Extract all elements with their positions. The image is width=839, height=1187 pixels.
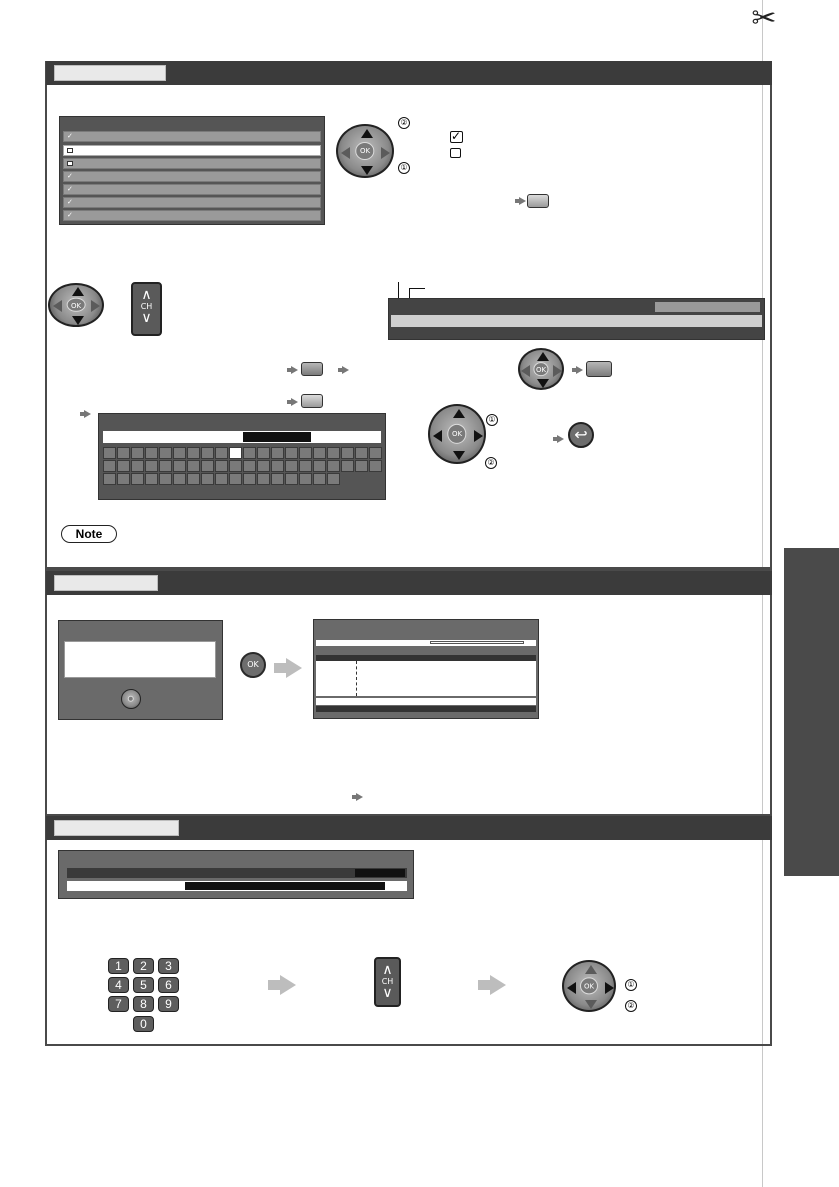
arrow-down-icon <box>585 1000 597 1009</box>
character-key[interactable] <box>257 447 270 459</box>
arrow-pointer-icon <box>557 435 564 443</box>
character-key[interactable] <box>327 447 340 459</box>
character-key[interactable] <box>327 473 340 485</box>
name-input-field[interactable] <box>103 431 381 443</box>
colour-button-icon <box>301 362 323 376</box>
colour-button-icon <box>586 361 612 377</box>
list-row[interactable] <box>63 210 321 221</box>
check-icon: ✓ <box>67 198 73 206</box>
step-one-marker: ① <box>625 979 637 991</box>
callout-line <box>398 282 399 298</box>
arrow-right-icon <box>553 365 562 377</box>
character-grid[interactable] <box>103 447 382 485</box>
character-key[interactable] <box>271 460 284 472</box>
step-one-marker: ① <box>486 414 498 426</box>
signal-bar <box>430 641 524 644</box>
character-key[interactable] <box>215 473 228 485</box>
number-key-9: 9 <box>158 996 179 1012</box>
character-key[interactable] <box>285 447 298 459</box>
arrow-pointer-icon <box>84 410 91 418</box>
list-row[interactable] <box>63 171 321 182</box>
side-thumb-tab <box>784 548 839 876</box>
character-input-screen <box>98 413 386 500</box>
signal-bar-row <box>316 640 536 646</box>
character-key[interactable] <box>117 460 130 472</box>
channel-banner-screen <box>388 298 765 340</box>
banner-bar <box>655 302 760 312</box>
number-key-1: 1 <box>108 958 129 974</box>
character-key[interactable] <box>369 447 382 459</box>
check-icon: ✓ <box>67 211 73 219</box>
arrow-down-icon <box>72 316 84 325</box>
chevron-down-icon: ∨ <box>141 310 152 326</box>
ok-icon: OK <box>67 298 86 312</box>
flow-arrow-icon <box>286 658 302 678</box>
table-status-row <box>316 706 536 712</box>
character-key[interactable] <box>229 447 242 459</box>
ch-label: CH <box>140 302 153 311</box>
arrow-up-icon <box>453 409 465 418</box>
character-key[interactable] <box>257 473 270 485</box>
cursor-pad-icon <box>562 960 616 1012</box>
banner-row <box>391 315 762 327</box>
chevron-down-icon: ∨ <box>382 985 393 1001</box>
character-key[interactable] <box>243 460 256 472</box>
section-header-tab <box>54 575 158 591</box>
arrow-up-icon <box>361 129 373 138</box>
character-key[interactable] <box>257 460 270 472</box>
menu-popup-screen <box>58 620 223 720</box>
character-key[interactable] <box>327 460 340 472</box>
step-one-marker: ① <box>398 162 410 174</box>
select-input-row[interactable] <box>67 881 407 891</box>
character-key[interactable] <box>215 460 228 472</box>
colour-button-icon <box>301 394 323 408</box>
number-key-5: 5 <box>133 977 154 993</box>
cursor-pad-icon <box>48 283 104 327</box>
character-key[interactable] <box>145 447 158 459</box>
number-key-8: 8 <box>133 996 154 1012</box>
popup-message-box <box>64 641 216 678</box>
note-badge: Note <box>61 525 117 543</box>
character-key[interactable] <box>173 473 186 485</box>
arrow-down-icon <box>453 451 465 460</box>
arrow-left-icon <box>341 147 350 159</box>
flow-arrow-icon <box>490 975 506 995</box>
chevron-up-icon: ∧ <box>382 962 393 978</box>
cursor-pad-icon <box>428 404 486 464</box>
step-two-marker: ② <box>485 457 497 469</box>
character-key[interactable] <box>145 473 158 485</box>
ch-label: CH <box>381 977 394 986</box>
character-key[interactable] <box>229 460 242 472</box>
scissors-icon: ✂ <box>751 1 777 36</box>
arrow-up-icon <box>72 287 84 296</box>
ok-icon: OK <box>533 362 548 376</box>
ok-icon: OK <box>355 142 374 160</box>
select-title-bar <box>67 868 407 878</box>
arrow-right-icon <box>474 430 483 442</box>
character-key[interactable] <box>341 460 354 472</box>
step-two-marker: ② <box>398 117 410 129</box>
arrow-pointer-icon <box>342 366 349 374</box>
arrow-left-icon <box>433 430 442 442</box>
character-key[interactable] <box>285 473 298 485</box>
character-key[interactable] <box>103 473 116 485</box>
character-key[interactable] <box>299 473 312 485</box>
character-key[interactable] <box>285 460 298 472</box>
character-key[interactable] <box>159 447 172 459</box>
check-icon: ✓ <box>451 129 462 143</box>
arrow-up-icon <box>537 352 549 361</box>
character-key[interactable] <box>103 460 116 472</box>
ok-icon <box>128 696 134 702</box>
arrow-down-icon <box>361 166 373 175</box>
arrow-left-icon <box>53 300 62 312</box>
character-key[interactable] <box>131 447 144 459</box>
list-row[interactable] <box>63 184 321 195</box>
signal-condition-screen <box>313 619 539 719</box>
flow-arrow-icon <box>280 975 296 995</box>
character-key[interactable] <box>271 473 284 485</box>
table-divider <box>356 661 357 696</box>
number-key-6: 6 <box>158 977 179 993</box>
arrow-down-icon <box>537 379 549 388</box>
character-key[interactable] <box>173 447 186 459</box>
character-key[interactable] <box>313 447 326 459</box>
character-key[interactable] <box>173 460 186 472</box>
select-value <box>355 869 405 877</box>
character-key[interactable] <box>201 460 214 472</box>
character-key[interactable] <box>159 460 172 472</box>
character-key[interactable] <box>229 473 242 485</box>
list-row[interactable] <box>63 131 321 142</box>
section-header-tab <box>54 65 166 81</box>
character-key[interactable] <box>117 447 130 459</box>
character-key[interactable] <box>159 473 172 485</box>
cursor-pad-small-icon <box>121 689 141 709</box>
channel-select-screen <box>58 850 414 899</box>
checkbox-empty-icon <box>450 148 461 158</box>
arrow-right-icon <box>91 300 100 312</box>
character-key[interactable] <box>131 460 144 472</box>
list-row[interactable] <box>63 197 321 208</box>
check-icon: ✓ <box>67 172 73 180</box>
chevron-up-icon: ∧ <box>141 287 152 303</box>
character-key[interactable] <box>201 447 214 459</box>
character-key[interactable] <box>299 460 312 472</box>
character-key[interactable] <box>243 473 256 485</box>
table-footer-row <box>316 698 536 705</box>
check-icon: ✓ <box>67 185 73 193</box>
number-key-3: 3 <box>158 958 179 974</box>
character-key[interactable] <box>187 473 200 485</box>
character-key[interactable] <box>313 460 326 472</box>
number-key-4: 4 <box>108 977 129 993</box>
ch-button-icon <box>374 957 401 1007</box>
arrow-pointer-icon <box>519 197 526 205</box>
character-key[interactable] <box>271 447 284 459</box>
arrow-pointer-icon <box>576 366 583 374</box>
character-key[interactable] <box>187 447 200 459</box>
arrow-pointer-icon <box>291 398 298 406</box>
character-key[interactable] <box>117 473 130 485</box>
character-key[interactable] <box>145 460 158 472</box>
step-two-marker: ② <box>625 1000 637 1012</box>
arrow-right-icon <box>605 982 614 994</box>
name-input-value <box>243 432 311 442</box>
ch-button-icon <box>131 282 162 336</box>
character-key[interactable] <box>243 447 256 459</box>
character-key[interactable] <box>131 473 144 485</box>
checkbox-empty-icon <box>67 148 73 153</box>
number-key-2: 2 <box>133 958 154 974</box>
cursor-pad-icon <box>336 124 394 178</box>
ok-icon: OK <box>580 977 598 994</box>
character-key[interactable] <box>201 473 214 485</box>
arrow-pointer-icon <box>291 366 298 374</box>
list-row[interactable] <box>63 158 321 169</box>
select-input-value <box>185 882 385 890</box>
character-key[interactable] <box>313 473 326 485</box>
number-key-7: 7 <box>108 996 129 1012</box>
character-key[interactable] <box>103 447 116 459</box>
checkbox-empty-icon <box>67 161 73 166</box>
character-key[interactable] <box>215 447 228 459</box>
table-body <box>316 661 536 696</box>
cursor-pad-icon <box>518 348 564 390</box>
character-key[interactable] <box>355 460 368 472</box>
ok-button-icon: OK <box>240 652 266 678</box>
arrow-up-icon <box>585 965 597 974</box>
arrow-pointer-icon <box>356 793 363 801</box>
callout-line <box>409 288 425 289</box>
character-key[interactable] <box>369 460 382 472</box>
ok-icon: OK <box>447 424 466 444</box>
list-row-selected[interactable] <box>63 145 321 156</box>
channel-list-screen <box>59 116 325 225</box>
arrow-right-icon <box>381 147 390 159</box>
character-key[interactable] <box>341 447 354 459</box>
back-return-icon: ↩ <box>568 422 594 448</box>
colour-button-icon <box>527 194 549 208</box>
arrow-left-icon <box>567 982 576 994</box>
arrow-left-icon <box>521 365 530 377</box>
character-key[interactable] <box>355 447 368 459</box>
number-key-0: 0 <box>133 1016 154 1032</box>
section-header-tab <box>54 820 179 836</box>
character-key[interactable] <box>299 447 312 459</box>
check-icon: ✓ <box>67 132 73 140</box>
character-key[interactable] <box>187 460 200 472</box>
